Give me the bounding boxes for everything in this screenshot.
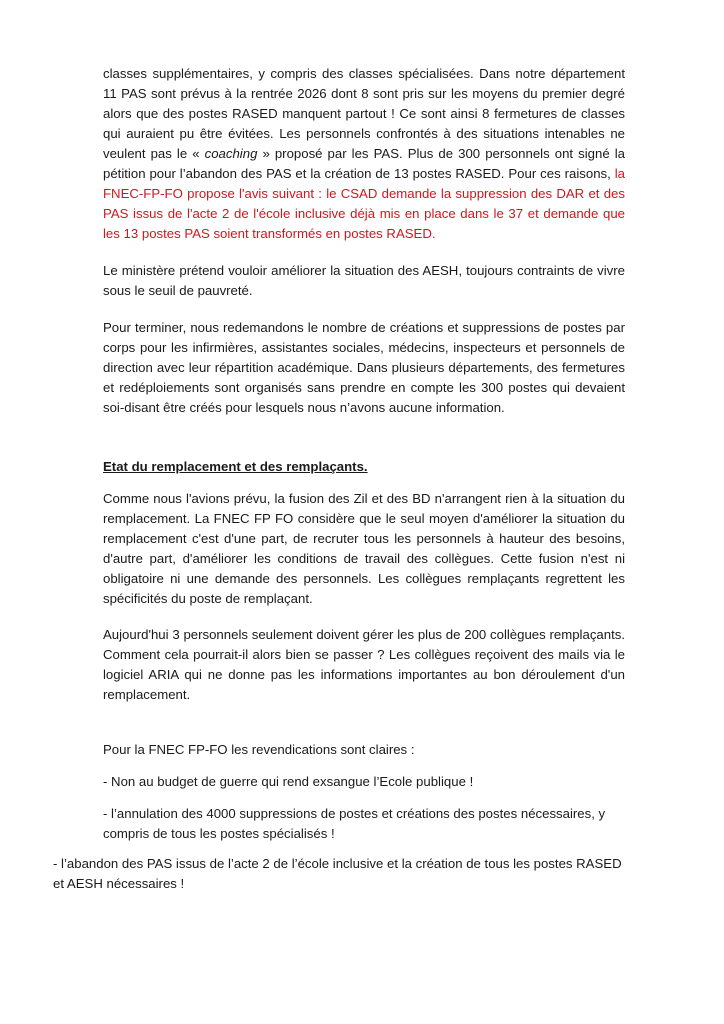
paragraph-text: classes supplémentaires, y compris des classes spécialisées. Dans notre département 11 PAS sont prévus à la rentrée 2026 dont 8 sont pris sur les moyens du premier degré alors que des postes RASED manquent partout ! Ce sont ainsi 8 fermetures de classes qui auraient pu être évitées. Les personnels confrontés à des situations intenables ne veulent pas le « (103, 66, 625, 161)
paragraph-aria: Aujourd'hui 3 personnels seulement doivent gérer les plus de 200 collègues remplaçants. Comment cela pourrait-il alors bien se passer ? Les collègues reçoivent des mails via le logiciel ARIA qui ne donne pas les informations importantes au bon déroulement d'un remplacement. (103, 627, 625, 702)
claim-item: - Non au budget de guerre qui rend exsangue l’Ecole publique ! (103, 774, 474, 789)
section-heading-remplacement: Etat du remplacement et des remplaçants. (103, 459, 368, 474)
paragraph-postes-corps: Pour terminer, nous redemandons le nombre de créations et suppressions de postes par corps pour les infirmières, assistantes sociales, médecins, inspecteurs et personnels de direction avec leur répartition académique. Dans plusieurs départements, des fermetures et redéploiements sont organisés sans prendre en compte les 300 postes qui devaient soi-disant être créés pour lesquels nous n’avons aucune information. (103, 320, 625, 415)
paragraph-text: » proposé par les PAS. Plus de 300 personnels ont signé la pétition pour l’abandon des PAS et la création de 13 postes RASED. Pour ces raisons, (103, 146, 625, 181)
paragraph-fusion-zil-bd: Comme nous l'avions prévu, la fusion des Zil et des BD n'arrangent rien à la situation du remplacement. La FNEC FP FO considère que le seul moyen d'améliorer la situation du remplacement c'est d'une part, de recruter tous les personnels à hauteur des besoins, d'autre part, d'améliorer les conditions de travail des collègues. Cette fusion n'est ni obligatoire ni une demande des personnels. Les collègues remplaçants regrettent les spécificités du poste de remplaçant. (103, 491, 625, 606)
paragraph-pas-rased (103, 64, 625, 244)
italic-coaching: coaching (204, 146, 258, 161)
claim-item: - l’annulation des 4000 suppressions de postes et créations des postes nécessaires, y compris de tous les postes spécialisés ! (103, 806, 606, 841)
red-motion-text: la FNEC-FP-FO propose l'avis suivant : le CSAD demande la suppression des DAR et des PAS issus de l'acte 2 de l'école inclusive déjà mis en place dans le 37 et demande que les 13 postes PAS soient transformés en postes RASED. (103, 166, 625, 241)
claim-item: - l’abandon des PAS issus de l’acte 2 de l’école inclusive et la création de tous les postes RASED et AESH nécessaires ! (53, 856, 622, 891)
claims-intro: Pour la FNEC FP-FO les revendications sont claires : (103, 742, 415, 757)
paragraph-aesh: Le ministère prétend vouloir améliorer la situation des AESH, toujours contraints de vivre sous le seuil de pauvreté. (103, 263, 625, 298)
